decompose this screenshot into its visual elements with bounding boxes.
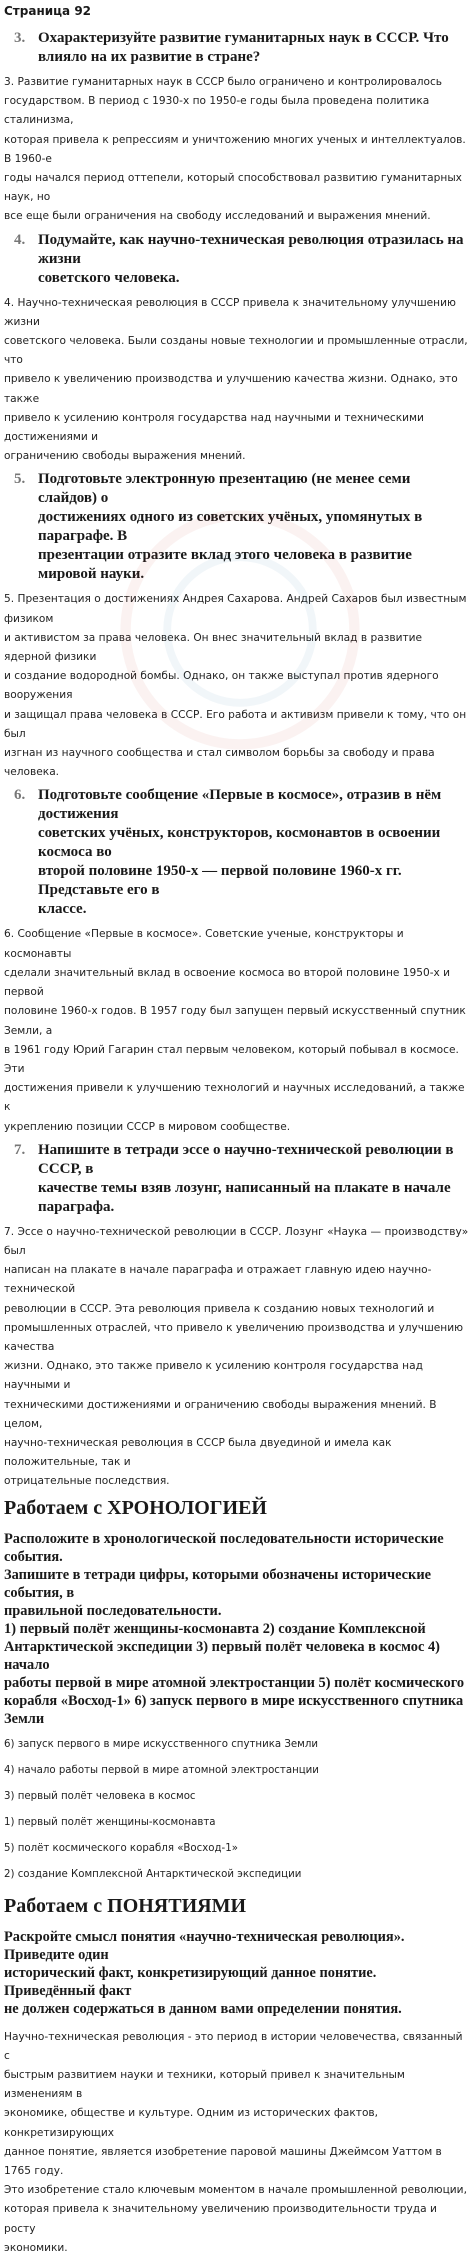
question-block-5 (4, 470, 470, 782)
question-block-4 (4, 231, 470, 467)
list-item: 1) первый полёт женщины-космонавта (4, 1816, 216, 1828)
question-text: Охарактеризуйте развитие гуманитарных наук в СССР. Что влияло на их развитие в стране? (38, 30, 449, 65)
chronology-answer-list (4, 1738, 470, 1894)
question-7 (4, 1141, 470, 1217)
page-label: Страница 92 (4, 4, 92, 18)
question-5 (4, 470, 470, 584)
question-4 (4, 231, 470, 288)
question-block-7 (4, 1141, 470, 1492)
answer-5: 5. Презентация о достижениях Андрея Сахарова. Андрей Сахаров был известным физиком и активистом за права человека. Он внес значительный вклад в развитие ядерной физики и создание водородной бомбы. Однако, он также выступал против ядерного вооружения и защищал права человека в СССР. Его работа и активизм привели к тому, что он был изгнан из научного сообщества и стал символом борьбы за свободу и права человека. (4, 593, 467, 779)
list-item: 4) начало работы первой в мире атомной электростанции (4, 1764, 319, 1776)
answer-7: 7. Эссе о научно-технической революции в СССР. Лозунг «Наука — производству» был написан на плакате в начале параграфа и отражает главную идею научно-технической революции в СССР. Эта революция привела к созданию новых технологий и промышленных отраслей, что привело к увеличению производства и улучшению качества жизни. Однако, это также привело к усилению контроля государства над научными и техническими достижениями и ограничению свободы выражения мнений. В целом, научно-техническая революция в СССР была двуединой и имела как положительные, так и отрицательные последствия. (4, 1225, 469, 1488)
question-6 (4, 786, 470, 919)
question-number: 7. (14, 1141, 26, 1158)
list-item: 3) первый полёт человека в космос (4, 1790, 196, 1802)
question-number: 6. (14, 787, 26, 804)
chronology-task: Расположите в хронологической последовательности исторические события. Запишите в тетради цифры, которыми обозначены исторические события, в правильной последовательности. 1) первый полёт женщины-космонавта 2) создание Комплексной Антарктической экспедиции 3) первый полёт человека в космос 4) начало работы первой в мире атомной электростанции 5) полёт космического корабля «Восход-1» 6) запуск первого в мире искусственного спутника Земли (4, 1530, 465, 1727)
question-number: 4. (14, 231, 26, 248)
question-text: Напишите в тетради эссе о научно-технической революции в СССР, в качестве темы взяв лозунг, написанный на плакате в начале параграфа. (38, 1141, 454, 1215)
question-number: 3. (14, 30, 26, 46)
list-item: 6) запуск первого в мире искусственного спутника Земли (4, 1738, 318, 1750)
list-item: 5) полёт космического корабля «Восход-1» (4, 1842, 238, 1854)
list-item: 2) создание Комплексной Антарктической экспедиции (4, 1868, 302, 1880)
concepts-heading: Работаем с ПОНЯТИЯМИ (4, 1894, 247, 1917)
answer-6: 6. Сообщение «Первые в космосе». Советские ученые, конструкторы и космонавты сделали значительный вклад в освоение космоса во второй половине 1950-х и первой половине 1960-х годов. В 1957 году был запущен первый искусственный спутник Земли, а в 1961 году Юрий Гагарин стал первым человеком, который побывал в космосе. Эти достижения привели к улучшению технологий и научных исследований, а также к укреплению позиции СССР в мировом сообществе. (4, 928, 466, 1133)
answer-4: 4. Научно-техническая революция в СССР привела к значительному улучшению жизни советского человека. Были созданы новые технологии и промышленные отрасли, что привело к увеличению производства и улучшению качества жизни. Однако, это также привело к усилению контроля государства над научными и техническими достижениями и ограничению свободы выражения мнений. (4, 296, 468, 463)
concepts-answer: Научно-техническая революция - это период в истории человечества, связанный с быстрым развитием науки и техники, который привел к значительным изменениям в экономике, обществе и культуре. Одним из исторических фактов, конкретизирующих данное понятие, является изобретение паровой машины Джеймсом Уаттом в 1765 году. Это изобретение стало ключевым моментом в начале промышленной революции, которая привела к значительному увеличению производительности труда и росту экономики. (4, 2030, 467, 2254)
answer-3: 3. Развитие гуманитарных наук в СССР было ограничено и контролировалось государством. В период с 1930-х по 1950-е годы была проведена политика сталинизма, которая привела к репрессиям и уничтожению многих ученых и интеллектуалов. В 1960-е годы начался период оттепели, который способствовал развитию гуманитарных наук, но все еще были ограничения на свободу исследований и выражения мнений. (4, 76, 466, 223)
question-number: 5. (14, 471, 26, 488)
question-3 (4, 29, 470, 67)
question-block-6 (4, 786, 470, 1136)
question-text: Подумайте, как научно-техническая революция отразилась на жизни советского человека. (38, 231, 464, 286)
question-block-3 (4, 29, 470, 227)
question-text: Подготовьте электронную презентацию (не менее семи слайдов) о достижениях одного из советских учёных, упомянутых в параграфе. В презентации отразите вклад этого человека в развитие мировой науки. (38, 471, 423, 583)
concepts-task: Раскройте смысл понятия «научно-техническая революция». Приведите один исторический факт, конкретизирующий данное понятие. Приведённый факт не должен содержаться в данном вами определении понятия. (4, 1928, 405, 2017)
question-text: Подготовьте сообщение «Первые в космосе», отразив в нём достижения советских учёных, конструкторов, космонавтов в освоении космоса во второй половине 1950-х — первой половине 1960-х гг. Представьте его в классе. (38, 787, 442, 918)
chronology-heading: Работаем с ХРОНОЛОГИЕЙ (4, 1496, 267, 1519)
